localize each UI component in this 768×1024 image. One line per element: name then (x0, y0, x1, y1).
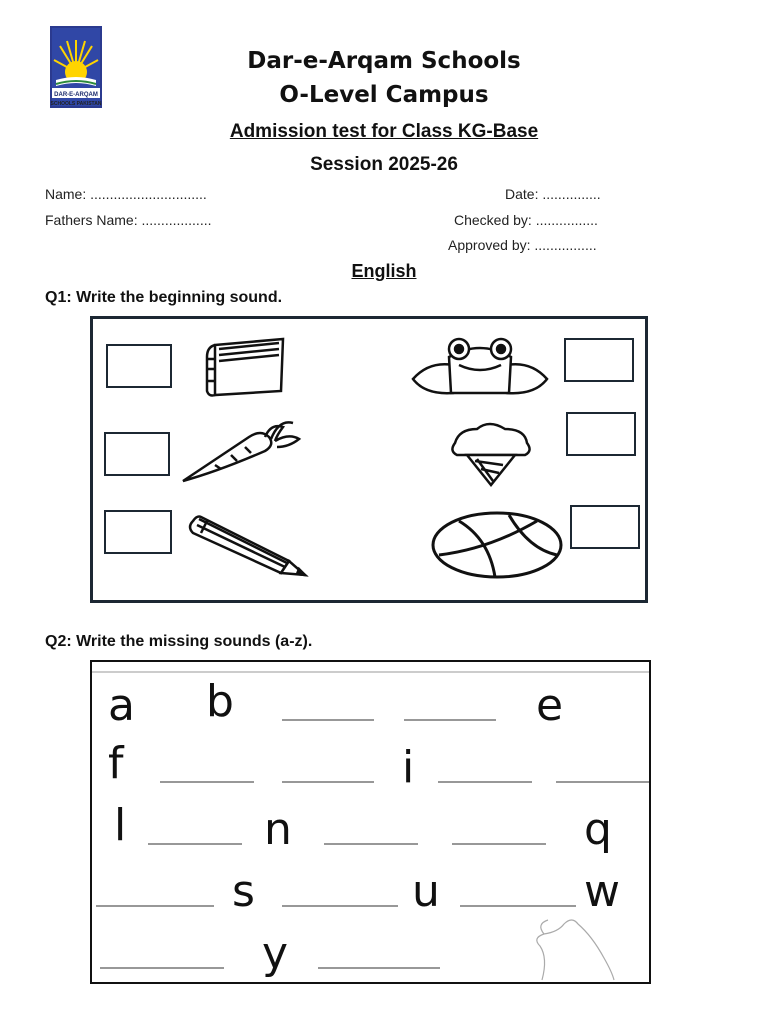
q1-prompt: Q1: Write the beginning sound. (45, 289, 283, 306)
letter-w: w (584, 866, 620, 917)
letter-l: l (114, 800, 127, 851)
date-field[interactable]: Date: ............... (505, 186, 601, 202)
letter-i: i (402, 742, 415, 793)
letter-q: q (584, 804, 612, 855)
answer-box-book[interactable] (106, 344, 172, 388)
hand-sketch-icon (537, 920, 614, 980)
approved-by-field[interactable]: Approved by: ................ (448, 237, 597, 253)
letter-s: s (232, 866, 255, 917)
frog-icon (409, 335, 551, 399)
letter-n: n (264, 804, 292, 855)
letter-e: e (536, 680, 564, 731)
name-field[interactable]: Name: .............................. (45, 186, 207, 202)
ice-cream-icon (447, 421, 535, 487)
letter-b: b (206, 676, 234, 727)
section-title: English (351, 261, 417, 281)
q1-box (90, 316, 648, 603)
session-label: Session 2025-26 (310, 154, 458, 175)
answer-box-frog[interactable] (564, 338, 634, 382)
letter-a: a (108, 680, 135, 731)
letter-y: y (262, 928, 289, 979)
answer-box-ice-cream[interactable] (566, 412, 636, 456)
q2-prompt: Q2: Write the missing sounds (a-z). (45, 633, 313, 650)
fathers-name-field[interactable]: Fathers Name: .................. (45, 212, 212, 228)
test-title: Admission test for Class KG-Base (229, 121, 539, 142)
answer-box-carrot[interactable] (104, 432, 170, 476)
q2-box (90, 660, 651, 984)
campus-name: O-Level Campus (279, 82, 489, 108)
answer-box-pencil[interactable] (104, 510, 172, 554)
logo-text: DAR-E-ARQAM (54, 92, 98, 98)
ball-icon (429, 509, 565, 581)
book-icon (201, 335, 291, 399)
writing-lines (92, 662, 649, 982)
logo-caption: SCHOOLS PAKISTAN (50, 101, 102, 107)
letter-f: f (108, 738, 124, 789)
letter-u: u (412, 866, 440, 917)
school-name: Dar-e-Arqam Schools (247, 48, 521, 74)
checked-by-field[interactable]: Checked by: ................ (454, 212, 598, 228)
carrot-icon (179, 421, 303, 487)
answer-box-ball[interactable] (570, 505, 640, 549)
pencil-icon (185, 513, 309, 577)
